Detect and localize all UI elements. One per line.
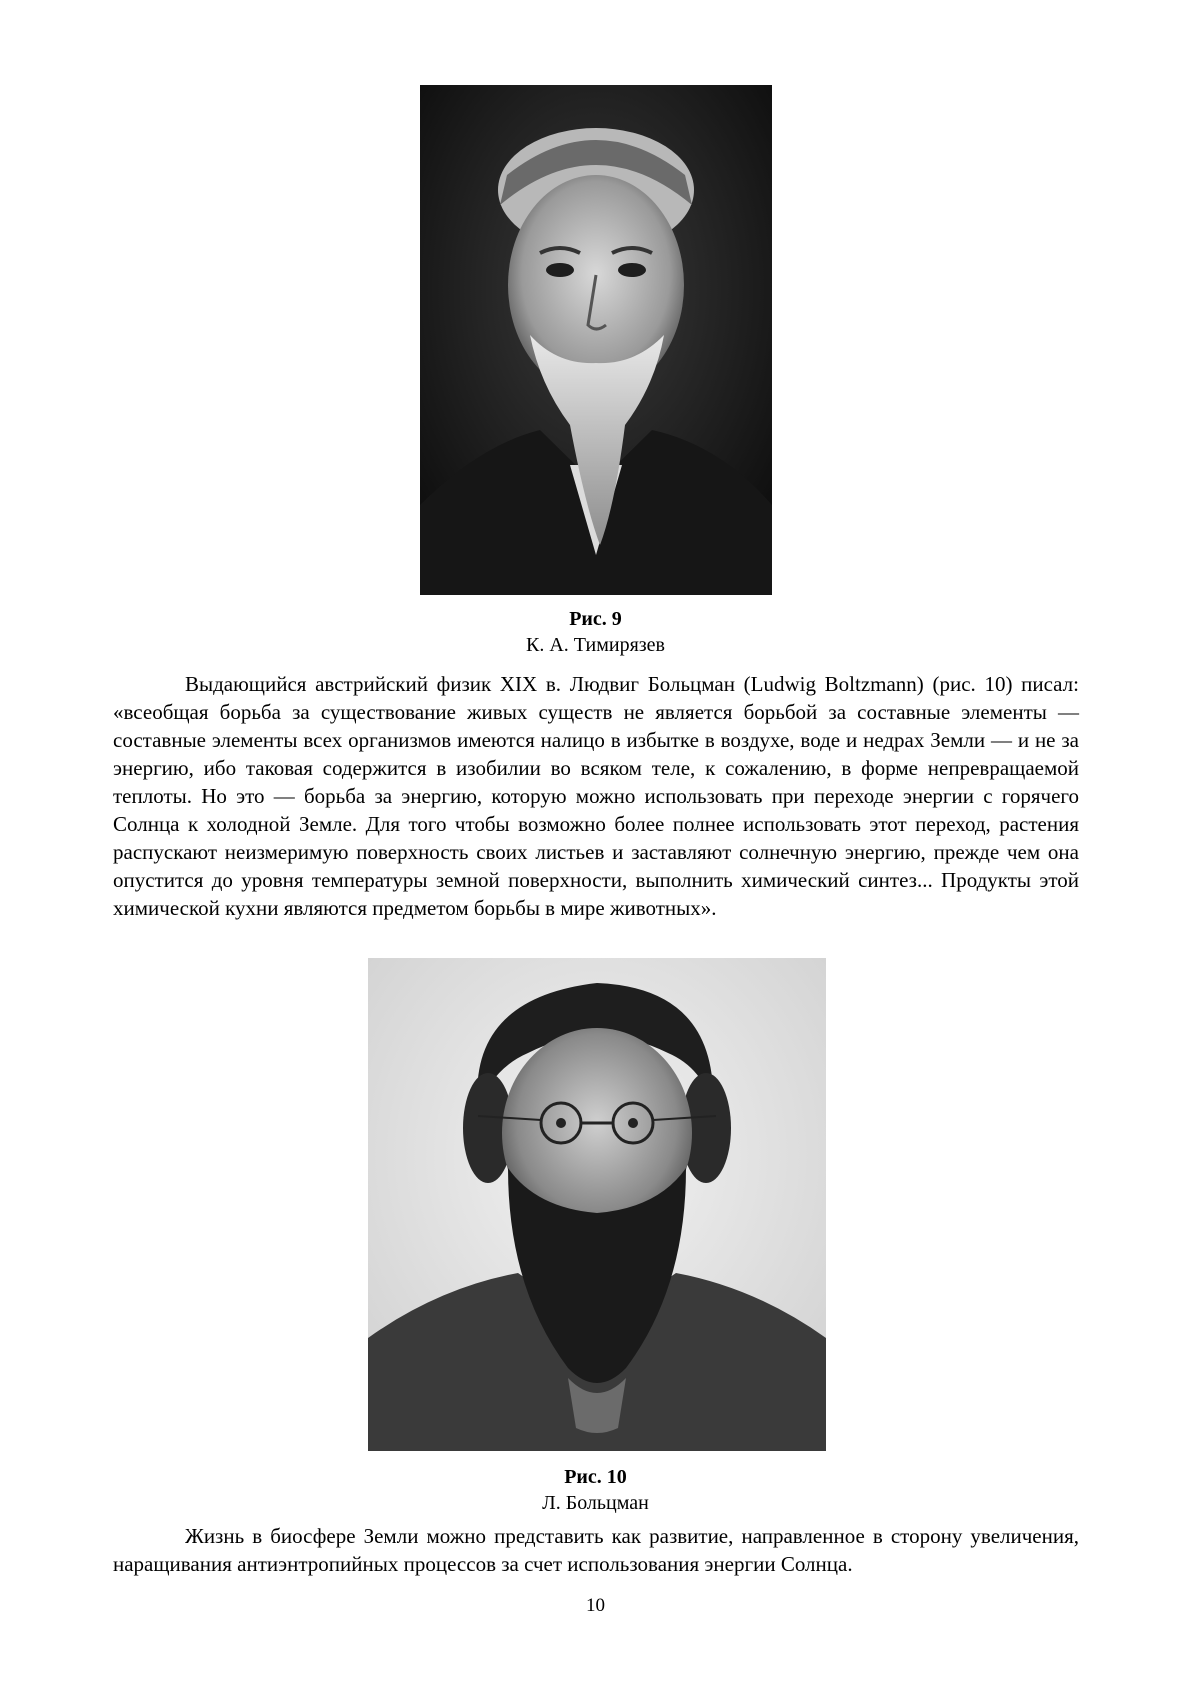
figure-10-label: Рис. 10 <box>564 1466 627 1488</box>
page-number: 10 <box>586 1595 605 1616</box>
body-paragraph-2: Жизнь в биосфере Земли можно представить как развитие, направленное в сторону увеличения, наращивания антиэнтропийных процессов за счет использования энергии Солнца. <box>113 1524 1079 1576</box>
figure-10-name: Л. Больцман <box>542 1492 649 1514</box>
portrait-photo-timiryazev <box>420 85 772 595</box>
portrait-photo-boltzmann <box>368 958 826 1451</box>
portrait-photo-timiryazev-drawing <box>420 85 772 595</box>
figure-10-caption <box>0 1464 1191 1516</box>
body-paragraph-1: Выдающийся австрийский физик XIX в. Людвиг Больцман (Ludwig Boltzmann) (рис. 10) писал: «всеобщая борьба за существование живых существ не является борьбой за составные элементы — составные элементы всех организмов имеются налицо в избытке в воздухе, воде и недрах Земли — и не за энергию, ибо таковая содержится в изобилии во всяком теле, к сожалению, в форме непревращаемой теплоты. Но это — борьба за энергию, которую можно использовать при переходе энергии с горячего Солнца к холодной Земле. Для того чтобы возможно более полнее использовать этот переход, растения распускают неизмеримую поверхность своих листьев и заставляют солнечную энергию, прежде чем она опустится до уровня температуры земной поверхности, выполнить химический синтез... Продукты этой химической кухни являются предметом борьбы в мире животных». <box>113 672 1079 920</box>
portrait-photo-boltzmann-drawing <box>368 958 826 1451</box>
figure-9-label: Рис. 9 <box>569 608 622 630</box>
figure-9-name: К. А. Тимирязев <box>526 634 665 656</box>
figure-9-caption <box>0 606 1191 658</box>
